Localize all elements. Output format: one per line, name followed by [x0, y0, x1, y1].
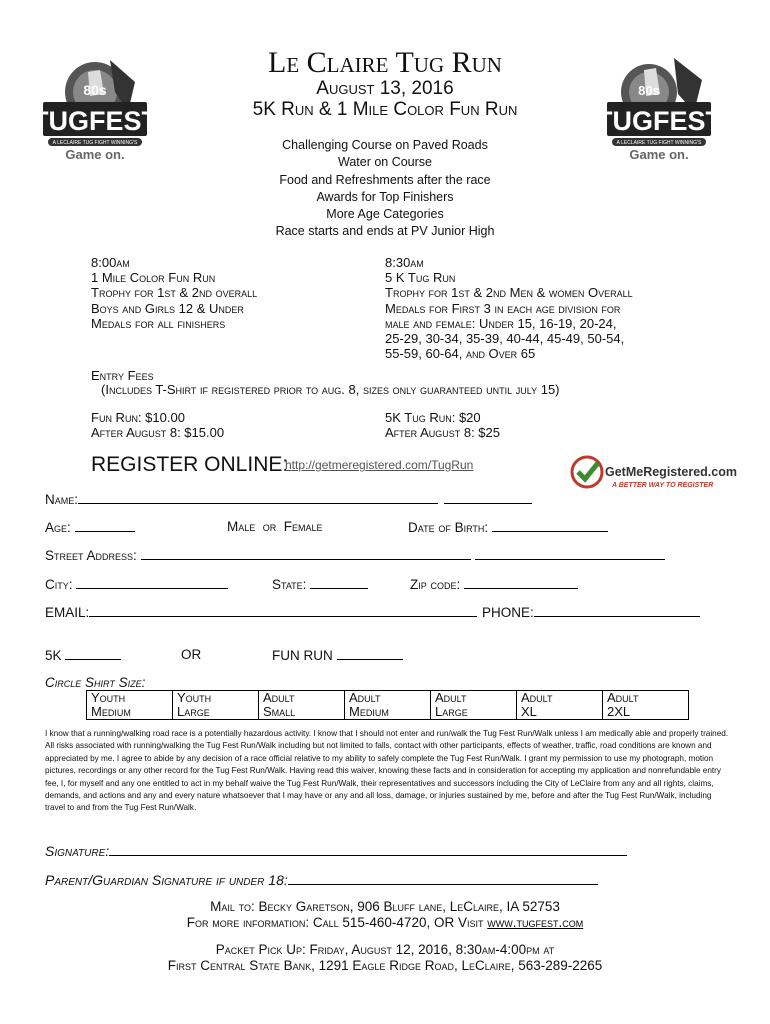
signature-label: Signature: [45, 843, 110, 859]
age-field[interactable] [45, 519, 135, 535]
svg-text:Game on.: Game on. [629, 147, 689, 162]
feature-item: Water on Course [337, 155, 433, 170]
entry-fees-note: (Includes T-Shirt if registered prior to aug. 8, sizes only guaranteed until july 15) [101, 382, 560, 397]
svg-text:Game on.: Game on. [65, 147, 125, 162]
fun-run-medals: Boys and Girls 12 & Under [91, 300, 244, 316]
page-title: Le Claire Tug Run [268, 46, 502, 79]
gender-field[interactable] [227, 519, 323, 534]
shirt-size-adult-2xl[interactable]: Adult 2XL [603, 691, 689, 720]
city-label: City: [45, 577, 73, 592]
shirt-size-youth-medium[interactable]: Youth Medium [87, 691, 173, 720]
feature-item: Awards for Top Finishers [316, 189, 454, 204]
svg-text:A LECLAIRE TUG FIGHT WINNING'S: A LECLAIRE TUG FIGHT WINNING'S [52, 140, 138, 146]
feature-list [0, 137, 770, 241]
tug-run-medals: Medals for First 3 in each age division for [385, 300, 621, 316]
phone-field[interactable] [482, 604, 700, 620]
svg-text:TUGFEST: TUGFEST [596, 106, 722, 136]
svg-text:80s: 80s [83, 82, 107, 98]
or-text: OR [181, 647, 202, 662]
feature-item: Race starts and ends at PV Junior High [275, 224, 495, 239]
shirt-size-label: Circle Shirt Size: [45, 675, 146, 690]
state-label: State: [272, 577, 307, 592]
fun-run-late-fee: After August 8: $15.00 [91, 425, 225, 441]
street-field[interactable] [45, 547, 665, 563]
brand-name: GetMeRegistered.com [605, 465, 737, 479]
tug-run-late-fee: After August 8: $25 [385, 425, 500, 441]
shirt-size-adult-small[interactable]: Adult Small [259, 691, 345, 720]
dob-field[interactable] [408, 519, 608, 535]
event-date: August 13, 2016 [316, 78, 454, 99]
tug-run-fees [385, 410, 500, 440]
fun-run-finishers: Medals for all finishers [91, 315, 226, 331]
register-link[interactable]: http://getmeregistered.com/TugRun [285, 458, 474, 472]
dob-label: Date of Birth: [408, 520, 489, 535]
svg-text:A LECLAIRE TUG FIGHT WINNING'S: A LECLAIRE TUG FIGHT WINNING'S [616, 140, 702, 146]
email-label: EMAIL: [45, 605, 90, 620]
tug-run-trophy: Trophy for 1st & 2nd Men & women Overall [385, 285, 633, 301]
entry-fees-heading: Entry Fees [91, 368, 154, 383]
more-info-text: For more information: Call 515-460-4720, OR Visit [186, 915, 488, 930]
fun-run-time: 8:00am [91, 255, 130, 270]
city-field[interactable] [45, 576, 228, 592]
fun-run-fees [91, 410, 224, 440]
fun-run-trophy: Trophy for 1st & 2nd overall [91, 285, 258, 301]
guardian-signature-label: Parent/Guardian Signature if under 18: [45, 872, 288, 888]
fun-run-info [91, 255, 257, 331]
zip-field[interactable] [410, 576, 578, 592]
feature-item: Food and Refreshments after the race [279, 172, 491, 187]
tug-run-time: 8:30am [385, 255, 424, 270]
getmeregistered-logo [570, 455, 737, 495]
mail-to: Mail to: Becky Garetson, 906 Bluff lane, LeClaire, IA 52753 [210, 899, 560, 914]
phone-label: PHONE: [482, 605, 534, 620]
tug-run-info [385, 255, 633, 361]
5k-label: 5K [45, 648, 62, 663]
shirt-size-adult-xl[interactable]: Adult XL [517, 691, 603, 720]
shirt-size-adult-large[interactable]: Adult Large [431, 691, 517, 720]
guardian-signature-field[interactable] [45, 872, 598, 888]
feature-item: Challenging Course on Paved Roads [282, 138, 488, 152]
street-label: Street Address: [45, 548, 137, 563]
brand-tagline: A BETTER WAY TO REGISTER [612, 482, 714, 489]
fun-run-label: FUN RUN [272, 648, 333, 663]
male-option[interactable]: Male [227, 519, 256, 534]
tug-run-medals: 55-59, 60-64, and Over 65 [385, 346, 536, 362]
zip-label: Zip code: [410, 577, 461, 592]
fun-run-option[interactable] [272, 647, 403, 663]
packet-pickup: Packet Pick Up: Friday, August 12, 2016, 8:30am-4:00pm at [215, 942, 555, 957]
age-label: Age: [45, 520, 71, 535]
waiver-text: I know that a running/walking road race is a potentially hazardous activity. I know that I should not enter and run/walk the Tug Fest Run/Walk unless I am medically able and properly trained. All risks associated with running/walking the Tug Fest Run/Walk including but not limited to falls, contact with other participants, effects of weather, traffic, road conditions are known and appreciated by me. I agree to abide by any decision of a race official relative to my ability to safely complete the Tug Fest Run/Walk. I grant my permission to use my photograph, motion pictures, recordings or any other record for the Tug Fest Run/Walk. Having read this waiver, knowing these facts and in consideration for accepting my application and nonrefundable entry fee, I, for myself and any one entitled to act in my behalf waive the Tug Fest Run/Walk, their representatives and successors including the City of LeClaire from any and all rights, claims, demands, and actions and any and every nature whatsoever that I may have or any and all loss, damage, or injuries sustained by me, before and after the Tug Fest Run/Walk, including travel to and from the Tug Fest Run/Walk. [45, 729, 729, 813]
fun-run-fee: Fun Run: $10.00 [91, 410, 185, 425]
register-label: REGISTER ONLINE: [91, 453, 289, 476]
shirt-size-youth-large[interactable]: Youth Large [173, 691, 259, 720]
bank-address: First Central State Bank, 1291 Eagle Ridge Road, LeClaire, 563-289-2265 [167, 958, 603, 973]
name-label: Name: [45, 492, 79, 507]
fun-run-name: 1 Mile Color Fun Run [91, 270, 216, 286]
name-field[interactable] [45, 491, 532, 507]
more-info [0, 915, 770, 932]
tug-run-name: 5 K Tug Run [385, 270, 456, 286]
signature-field[interactable] [45, 843, 627, 859]
tugfest-link[interactable]: www.tugfest.com [487, 915, 584, 930]
tug-run-medals: 25-29, 30-34, 35-39, 40-44, 45-49, 50-54, [385, 331, 625, 347]
svg-text:80s: 80s [638, 83, 660, 98]
email-field[interactable] [45, 604, 477, 620]
female-option[interactable]: Female [283, 519, 323, 534]
feature-item: More Age Categories [326, 207, 444, 222]
event-subtitle: 5K Run & 1 Mile Color Fun Run [252, 99, 518, 120]
shirt-size-adult-medium[interactable]: Adult Medium [345, 691, 431, 720]
tug-run-fee: 5K Tug Run: $20 [385, 410, 481, 425]
5k-option[interactable] [45, 647, 121, 663]
tug-run-medals: male and female: Under 15, 16-19, 20-24, [385, 315, 617, 331]
shirt-size-table [86, 690, 689, 720]
state-field[interactable] [272, 576, 368, 592]
svg-text:TUGFEST: TUGFEST [32, 106, 158, 136]
or-text: or [262, 519, 277, 534]
